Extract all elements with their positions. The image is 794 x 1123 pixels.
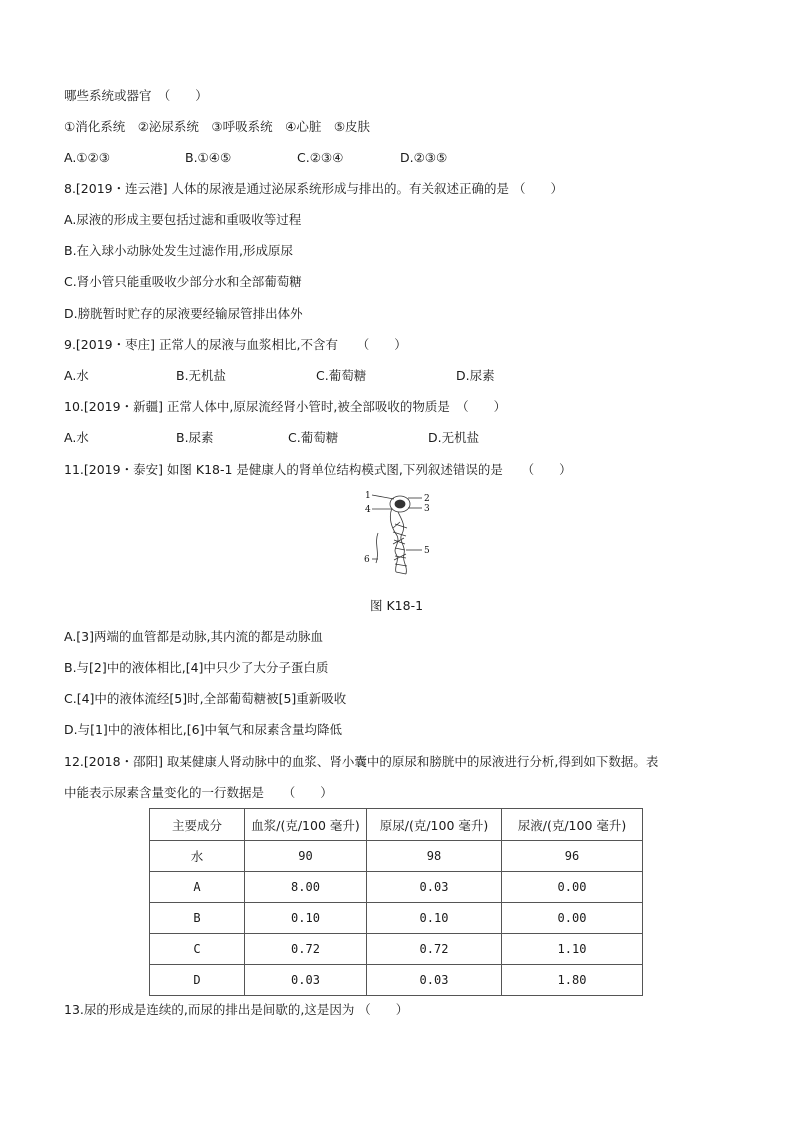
table-cell: 0.72 — [245, 934, 367, 965]
table-cell: 0.10 — [367, 903, 502, 934]
q8-option-c: C.肾小管只能重吸收少部分水和全部葡萄糖 — [64, 274, 302, 289]
question-12-line1: 12.[2018・邵阳] 取某健康人肾动脉中的血浆、肾小囊中的原尿和膀胱中的尿液进行分析,得到如下数据。表 — [64, 754, 659, 769]
q7-items: ①消化系统 ②泌尿系统 ③呼吸系统 ④心脏 ⑤皮肤 — [64, 119, 371, 134]
table-cell: 0.03 — [367, 872, 502, 903]
fig-label-5: 5 — [424, 546, 430, 556]
table-cell: 0.72 — [367, 934, 502, 965]
q8-option-b: B.在入球小动脉处发生过滤作用,形成原尿 — [64, 243, 294, 258]
fig-label-3: 3 — [424, 504, 430, 514]
table-cell: C — [150, 934, 245, 965]
fig-label-2: 2 — [424, 494, 430, 504]
header-plasma: 血浆/(克/100 毫升) — [245, 809, 367, 841]
q8-option-d: D.膀胱暂时贮存的尿液要经输尿管排出体外 — [64, 306, 303, 321]
q9-option-c: C.葡萄糖 — [316, 368, 367, 383]
table-cell: D — [150, 965, 245, 996]
table-cell: 0.00 — [502, 903, 643, 934]
q9-option-b: B.无机盐 — [176, 368, 227, 383]
q9-option-a: A.水 — [64, 368, 89, 383]
nephron-diagram — [362, 488, 442, 580]
table-cell: 8.00 — [245, 872, 367, 903]
q7-option-c: C.②③④ — [297, 150, 344, 165]
question-9: 9.[2019・枣庄] 正常人的尿液与血浆相比,不含有 （ ） — [64, 337, 407, 352]
q11-option-d: D.与[1]中的液体相比,[6]中氧气和尿素含量均降低 — [64, 722, 342, 737]
table-cell: 0.10 — [245, 903, 367, 934]
table-row — [150, 872, 643, 903]
q9-option-d: D.尿素 — [456, 368, 495, 383]
table-row — [150, 934, 643, 965]
fig-label-6: 6 — [364, 555, 370, 565]
data-table — [149, 808, 643, 996]
q7-option-d: D.②③⑤ — [400, 150, 448, 165]
table-row — [150, 965, 643, 996]
table-cell: 0.03 — [245, 965, 367, 996]
question-13: 13.尿的形成是连续的,而尿的排出是间歇的,这是因为 （ ） — [64, 1002, 409, 1017]
q8-option-a: A.尿液的形成主要包括过滤和重吸收等过程 — [64, 212, 302, 227]
q10-option-b: B.尿素 — [176, 430, 214, 445]
table-cell: B — [150, 903, 245, 934]
q11-option-c: C.[4]中的液体流经[5]时,全部葡萄糖被[5]重新吸收 — [64, 691, 347, 706]
table-header-row — [150, 809, 643, 841]
header-primary-urine: 原尿/(克/100 毫升) — [367, 809, 502, 841]
q11-option-a: A.[3]两端的血管都是动脉,其内流的都是动脉血 — [64, 629, 323, 644]
question-8: 8.[2019・连云港] 人体的尿液是通过泌尿系统形成与排出的。有关叙述正确的是 （ ） — [64, 181, 563, 196]
q10-option-d: D.无机盐 — [428, 430, 480, 445]
question-continuation: 哪些系统或器官 （ ） — [64, 88, 208, 103]
question-10: 10.[2019・新疆] 正常人体中,原尿流经肾小管时,被全部吸收的物质是 （ ） — [64, 399, 507, 414]
table-cell: 90 — [245, 841, 367, 872]
table-cell: 0.00 — [502, 872, 643, 903]
question-12-line2: 中能表示尿素含量变化的一行数据是 （ ） — [64, 785, 333, 800]
fig-label-4: 4 — [365, 505, 371, 515]
fig-label-1: 1 — [365, 491, 371, 501]
table-cell: 98 — [367, 841, 502, 872]
header-component: 主要成分 — [150, 809, 245, 841]
question-11: 11.[2019・泰安] 如图 K18-1 是健康人的肾单位结构模式图,下列叙述错误的是 （ ） — [64, 462, 572, 477]
table-cell: 1.80 — [502, 965, 643, 996]
table-cell: 0.03 — [367, 965, 502, 996]
table-row — [150, 903, 643, 934]
table-row — [150, 841, 643, 872]
q7-option-b: B.①④⑤ — [185, 150, 232, 165]
q11-option-b: B.与[2]中的液体相比,[4]中只少了大分子蛋白质 — [64, 660, 329, 675]
header-urine: 尿液/(克/100 毫升) — [502, 809, 643, 841]
q7-option-a: A.①②③ — [64, 150, 110, 165]
table-cell: 水 — [150, 841, 245, 872]
figure-caption: 图 K18-1 — [370, 598, 424, 613]
table-cell: 1.10 — [502, 934, 643, 965]
q10-option-a: A.水 — [64, 430, 89, 445]
table-cell: 96 — [502, 841, 643, 872]
q10-option-c: C.葡萄糖 — [288, 430, 339, 445]
table-cell: A — [150, 872, 245, 903]
nephron-diagram-image — [362, 488, 442, 580]
